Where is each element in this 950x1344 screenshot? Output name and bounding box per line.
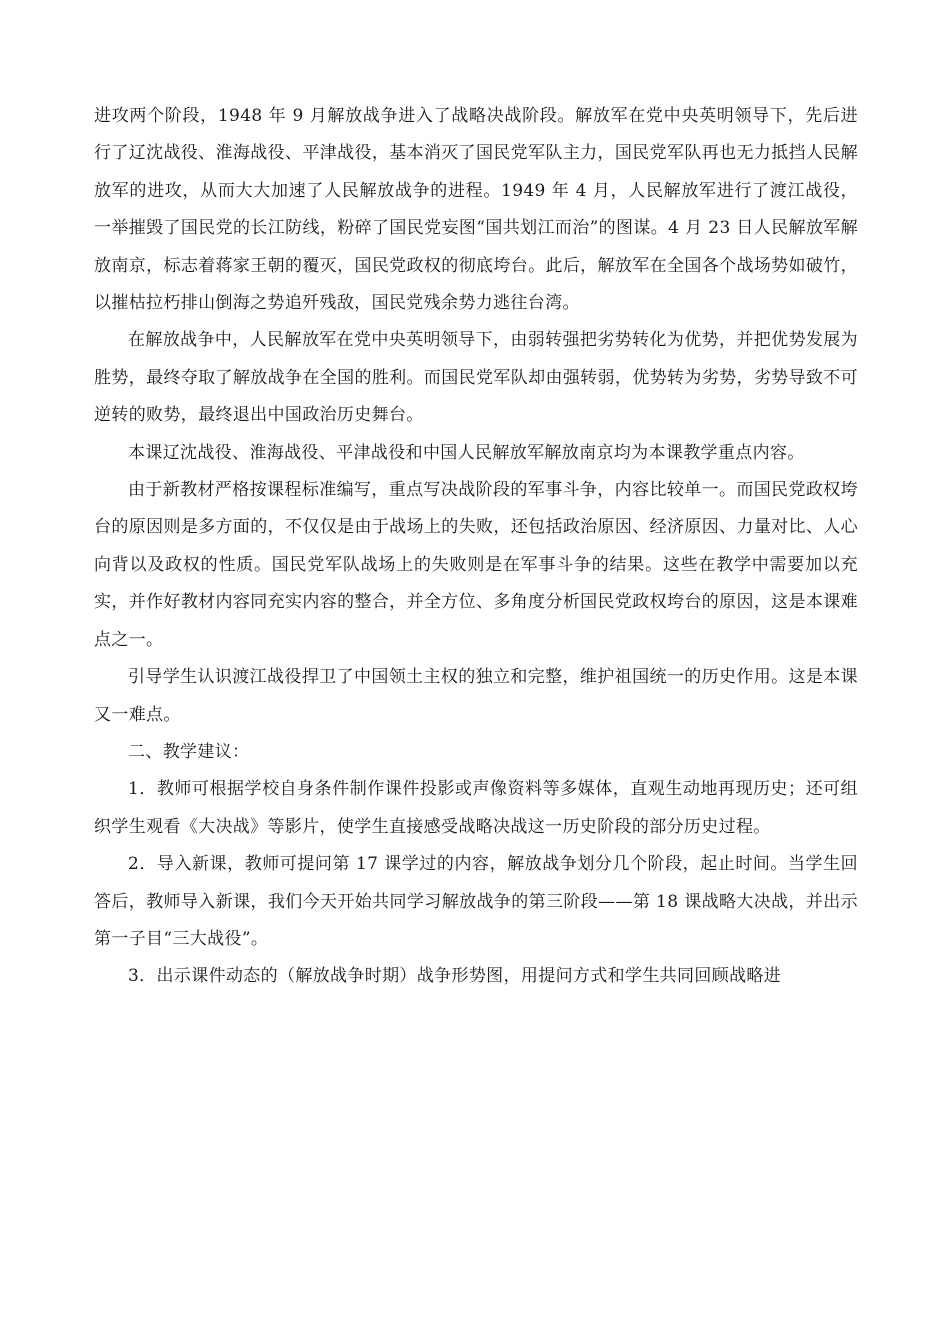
suggestion-item-3: 3．出示课件动态的（解放战争时期）战争形势图，用提问方式和学生共同回顾战略进 (128, 966, 782, 987)
paragraph-key-content: 本课辽沈战役、淮海战役、平津战役和中国人民解放军解放南京均为本课教学重点内容。 (128, 442, 805, 463)
suggestion-item-2: 2．导入新课，教师可提问第 17 课学过的内容，解放战争划分几个阶段，起止时间。当学生回答后，教师导入新课，我们今天开始共同学习解放战争的第三阶段——第 18 课战略大决战，并出示第一子目“三大战役”。 (94, 854, 858, 949)
section-heading-teaching-suggestions: 二、教学建议： (128, 741, 250, 762)
paragraph-weak-to-strong: 在解放战争中，人民解放军在党中央英明领导下，由弱转强把劣势转化为优势，并把优势发展为胜势，最终夺取了解放战争在全国的胜利。而国民党军队却由强转弱，优势转为劣势，劣势导致不可逆转的败势，最终退出中国政治历史舞台。 (94, 330, 858, 426)
paragraph-difficulty-one: 由于新教材严格按课程标准编写，重点写决战阶段的军事斗争，内容比较单一。而国民党政权垮台的原因则是多方面的，不仅仅是由于战场上的失败，还包括政治原因、经济原因、力量对比、人心向背以及政权的性质。国民党军队战场上的失败则是在军事斗争的结果。这些在教学中需要加以充实，并作好教材内容同充实内容的整合，并全方位、多角度分析国民党政权垮台的原因，这是本课难点之一。 (94, 480, 858, 650)
suggestion-item-1: 1．教师可根据学校自身条件制作课件投影或声像资料等多媒体，直观生动地再现历史；还可组织学生观看《大决战》等影片，使学生直接感受战略决战这一历史阶段的部分历史过程。 (94, 779, 858, 837)
paragraph-difficulty-two: 引导学生认识渡江战役捍卫了中国领土主权的独立和完整，维护祖国统一的历史作用。这是本课又一难点。 (94, 667, 858, 725)
paragraph-strategic-decisive-battles: 进攻两个阶段，1948 年 9 月解放战争进入了战略决战阶段。解放军在党中央英明领导下，先后进行了辽沈战役、淮海战役、平津战役，基本消灭了国民党军队主力，国民党军队再也无力抵挡人民解放军的进攻，从而大大加速了人民解放战争的进程。1949 年 4 月，人民解放军进行了渡江战役，一举摧毁了国民党的长江防线，粉碎了国民党妄图“国共划江而治”的图谋。4 月 23 日人民解放军解放南京，标志着蒋家王朝的覆灭，国民党政权的彻底垮台。此后，解放军在全国各个战场势如破竹，以摧枯拉朽排山倒海之势追歼残敌，国民党残余势力逃往台湾。 (94, 106, 858, 314)
document-body (94, 98, 858, 996)
